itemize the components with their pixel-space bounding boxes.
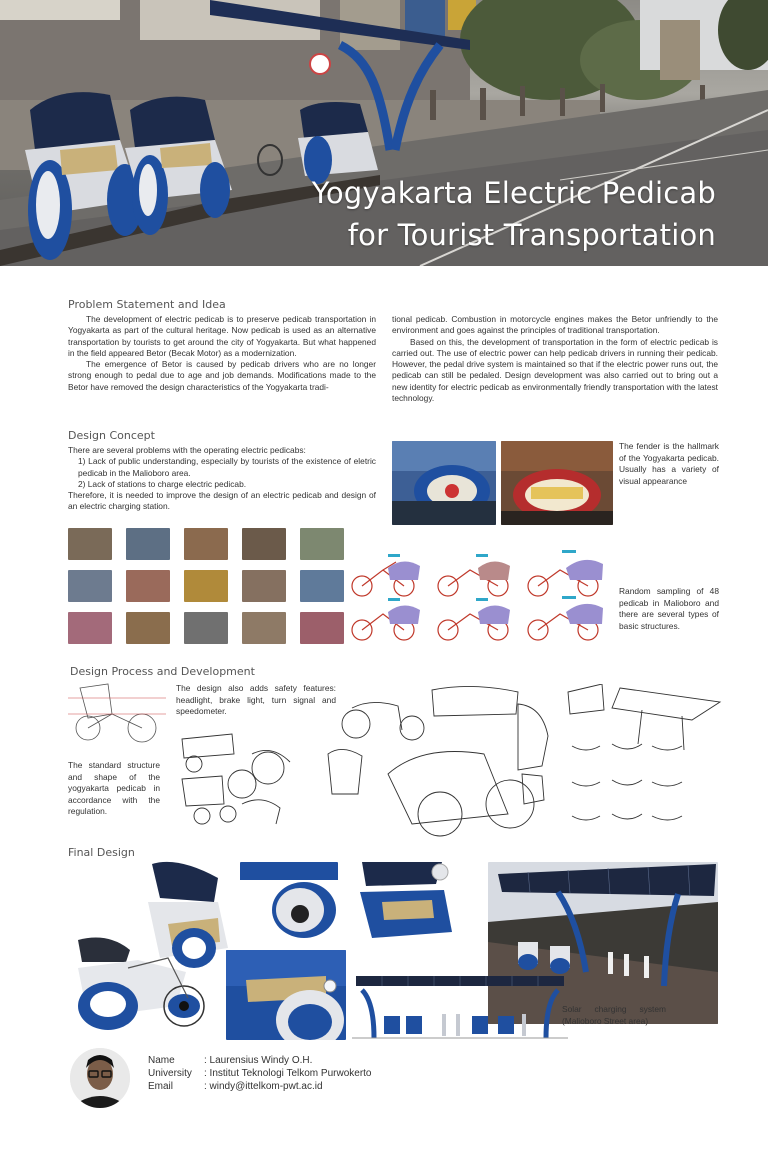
hero-title-line-1: Yogyakarta Electric Pedicab: [311, 176, 716, 210]
concept-outro: Therefore, it is needed to improve the design of an electric pedicab and design of an electric charging station.: [68, 490, 376, 512]
sample-photo: [242, 528, 286, 560]
sample-photo: [68, 570, 112, 602]
sample-photo: [68, 612, 112, 644]
problem-paragraph-3: tional pedicab. Combustion in motorcycle engines makes the Betor unfriendly to the environment and goes against the principles of traditional transportation.: [392, 314, 718, 336]
sample-photo: [184, 528, 228, 560]
process-heading: Design Process and Development: [70, 665, 255, 678]
problem-paragraph-4: Based on this, the development of transportation in the form of electric pedicab is carried out. The use of electric power can help pedicab drivers in running their pedicab. However, the pedal drive system is maintained so that if the electric power runs out, the pedicab can still be pedaled. Design development was also carried out to bring out a new identity for electric pedicab as environmentally friendly transportation with the latest technology.: [392, 336, 718, 404]
detail-render-seat: [352, 862, 462, 942]
sample-photo: [126, 528, 170, 560]
problem-paragraph-1: The development of electric pedicab is to preserve pedicab transportation in Yogyakarta as part of the cultural heritage. Now pedicab is used as an alternative transportation by tourists to get around the city of Yogyakarta. But what happened in the field appeared Betor (Becak Motor) as a modernization.: [68, 314, 376, 358]
fender-photo-1: [392, 441, 496, 525]
profile-email-label: Email: [148, 1081, 174, 1092]
sample-photo: [126, 570, 170, 602]
sample-photo: [300, 528, 344, 560]
hero-title-line-2: for Tourist Transportation: [347, 218, 716, 252]
concept-intro: There are several problems with the operating electric pedicabs:: [68, 445, 306, 455]
sample-photo: [242, 570, 286, 602]
detail-render-wheel: [240, 862, 338, 940]
sample-photo: [242, 612, 286, 644]
profile-email-value[interactable]: : windy@ittelkom-pwt.ac.id: [204, 1081, 323, 1092]
sample-photo: [184, 612, 228, 644]
sample-photo: [300, 570, 344, 602]
standard-structure-drawing: [68, 678, 166, 748]
concept-heading: Design Concept: [68, 429, 155, 442]
structure-caption: The standard structure and shape of the yogyakarta pedicab in accordance with the regulation.: [68, 760, 160, 817]
final-heading: Final Design: [68, 846, 135, 859]
sample-photo: [300, 612, 344, 644]
profile-name-label: Name: [148, 1055, 175, 1066]
sample-photo: [184, 570, 228, 602]
sample-photo: [68, 528, 112, 560]
detail-render-fender: [226, 950, 346, 1040]
problem-column-left: [68, 314, 376, 393]
charging-station-elevation: [352, 972, 568, 1040]
sample-photo: [126, 612, 170, 644]
solar-caption: Solar charging system (Malioboro Street area): [562, 1004, 666, 1026]
problem-paragraph-2: The emergence of Betor is caused by pedicab drivers who are no longer strong enough to pedal due to age and job demands. Modifications made to the Betor have removed the design characteristics of the Yogyakarta tradi-: [68, 359, 376, 392]
sampling-caption: Random sampling of 48 pedicab in Malioboro and there are several types of basic structures.: [619, 586, 719, 631]
concept-problem-2: 2) Lack of stations to charge electric pedicab.: [78, 478, 247, 489]
profile-email-row: [148, 1081, 323, 1094]
profile-university-row: [148, 1068, 372, 1081]
problem-heading: Problem Statement and Idea: [68, 298, 226, 311]
safety-caption: The design also adds safety features: headlight, brake light, turn signal and speedometer.: [176, 683, 336, 717]
fender-photo-2: [501, 441, 613, 525]
pedicab-sample-grid: [68, 528, 344, 644]
hero-banner: [0, 0, 768, 266]
concept-text: [68, 445, 376, 513]
process-sketches: [172, 684, 724, 840]
profile-university-value: : Institut Teknologi Telkom Purwokerto: [204, 1068, 372, 1079]
concept-problem-1: 1) Lack of public understanding, especially by tourists of the existence of eletric pedicab in the Malioboro area.: [78, 456, 376, 478]
problem-column-right: [392, 314, 718, 404]
profile-name-row: [148, 1055, 312, 1068]
pedicab-structure-types: [348, 548, 612, 644]
profile-university-label: University: [148, 1068, 192, 1079]
avatar: [70, 1048, 130, 1108]
final-pedicab-renders: [68, 858, 228, 1036]
fender-caption: The fender is the hallmark of the Yogyakarta pedicab. Usually has a variety of visual appearance: [619, 441, 719, 486]
profile-name-value: : Laurensius Windy O.H.: [204, 1055, 313, 1066]
hero-title: [312, 172, 716, 256]
